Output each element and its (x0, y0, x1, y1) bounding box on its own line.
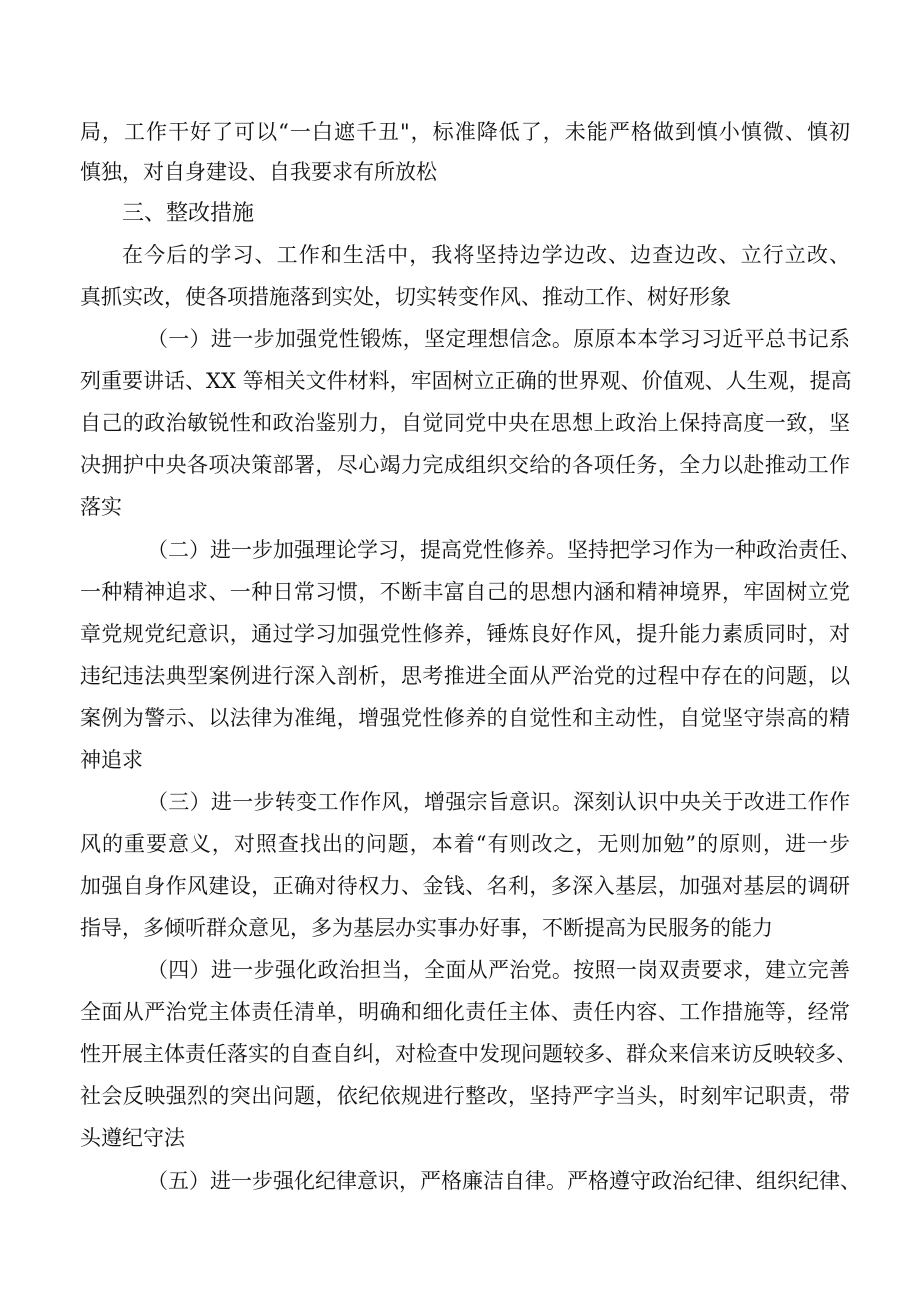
text-line: 全面从严治党主体责任清单，明确和细化责任主体、责任内容、工作措施等，经常 (80, 1000, 850, 1024)
text-line: 落实 (80, 495, 122, 519)
text-line: 神追求 (80, 748, 143, 772)
text-line: （二）进一步加强理论学习，提高党性修养。坚持把学习作为一种政治责任、 (147, 538, 861, 562)
text-line: 社会反映强烈的突出问题，依纪依规进行整改，坚持严字当头，时刻牢记职责，带 (80, 1084, 850, 1108)
text-line: 列重要讲话、XX 等相关文件材料，牢固树立正确的世界观、价值观、人生观，提高 (80, 369, 852, 393)
section-heading: 三、整改措施 (122, 201, 255, 226)
text-line: （四）进一步强化政治担当，全面从严治党。按照一岗双责要求，建立完善 (147, 958, 850, 982)
text-line: 风的重要意义，对照查找出的问题，本着“有则改之，无则加勉”的原则，进一步 (80, 832, 850, 856)
text-line: 案例为警示、以法律为准绳，增强党性修养的自觉性和主动性，自觉坚守崇高的精 (80, 706, 850, 730)
text-line: 指导，多倾听群众意见，多为基层办实事办好事，不断提高为民服务的能力 (80, 916, 773, 940)
text-line: （五）进一步强化纪律意识，严格廉洁自律。严格遵守政治纪律、组织纪律、 (147, 1169, 861, 1193)
text-line: 一种精神追求、一种日常习惯，不断丰富自己的思想内涵和精神境界，牢固树立党 (80, 580, 850, 604)
text-line: （一）进一步加强党性锻炼，坚定理想信念。原原本本学习习近平总书记系 (147, 327, 850, 351)
text-line: 章党规党纪意识，通过学习加强党性修养，锤炼良好作风，提升能力素质同时，对 (80, 622, 850, 646)
text-line: 加强自身作风建设，正确对待权力、金钱、名利，多深入基层，加强对基层的调研 (80, 874, 850, 898)
text-line: 性开展主体责任落实的自查自纠，对检查中发现问题较多、群众来信来访反映较多、 (80, 1042, 857, 1066)
text-line: 局，工作干好了可以“一白遮千丑"，标准降低了，未能严格做到慎小慎微、慎初 (80, 120, 850, 144)
text-line: 在今后的学习、工作和生活中，我将坚持边学边改、边查边改、立行立改、 (122, 243, 850, 267)
text-line: 决拥护中央各项决策部署，尽心竭力完成组织交给的各项任务，全力以赴推动工作 (80, 453, 850, 477)
text-line: 真抓实改，使各项措施落到实处，切实转变作风、推动工作、树好形象 (80, 285, 731, 309)
text-line: 自己的政治敏锐性和政治鉴别力，自觉同党中央在思想上政治上保持高度一致，坚 (80, 411, 850, 435)
text-line: 头遵纪守法 (80, 1126, 185, 1150)
text-line: （三）进一步转变工作作风，增强宗旨意识。深刻认识中央关于改进工作作 (147, 790, 850, 814)
text-line: 慎独，对自身建设、自我要求有所放松 (80, 160, 437, 184)
text-line: 违纪违法典型案例进行深入剖析，思考推进全面从严治党的过程中存在的问题，以 (80, 664, 850, 688)
